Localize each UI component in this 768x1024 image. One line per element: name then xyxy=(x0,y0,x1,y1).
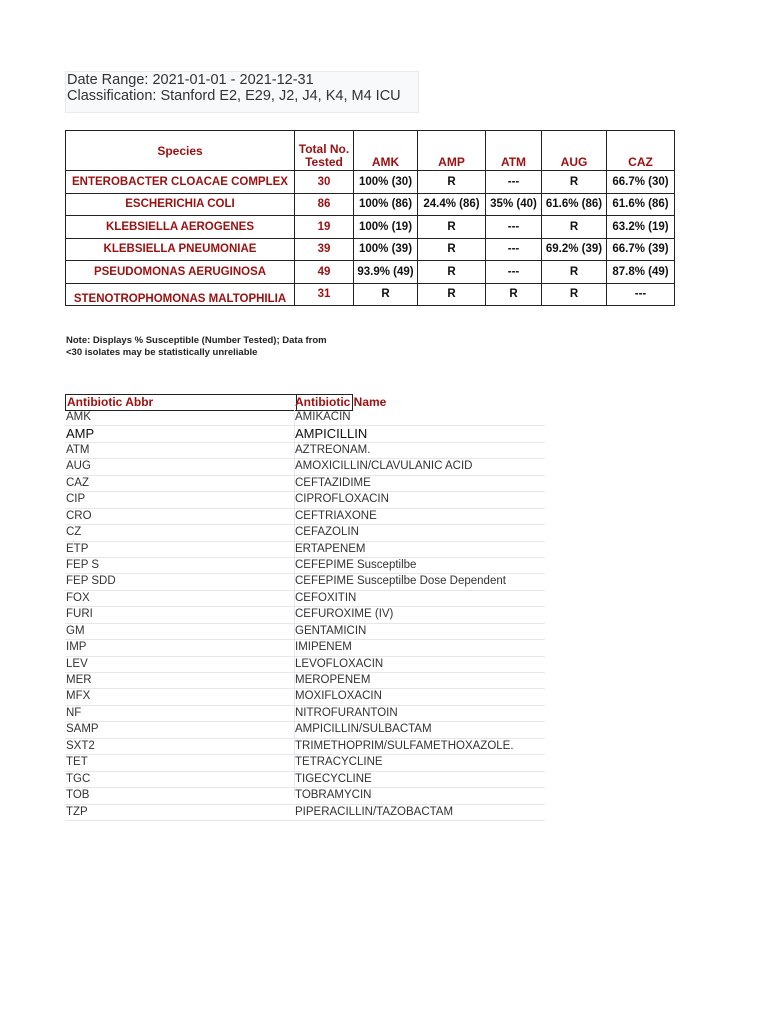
amk-cell: R xyxy=(354,283,418,306)
col-header-species: Species xyxy=(66,131,295,171)
amk-cell: 100% (86) xyxy=(354,193,418,216)
legend-abbr: IMP xyxy=(66,641,87,654)
list-item xyxy=(65,772,545,788)
legend-name: CEFTRIAXONE xyxy=(295,509,377,522)
legend-abbr: TZP xyxy=(66,805,88,818)
legend-abbr: FEP S xyxy=(66,558,100,571)
amp-cell: R xyxy=(418,216,486,239)
species-cell: ENTEROBACTER CLOACAE COMPLEX xyxy=(66,171,295,194)
legend-header-abbr: Antibiotic Abbr xyxy=(65,394,297,411)
total-cell: 30 xyxy=(295,171,354,194)
legend-header xyxy=(65,394,685,410)
list-item xyxy=(65,410,545,426)
list-item xyxy=(65,673,545,689)
legend-abbr: CRO xyxy=(66,509,92,522)
legend-abbr: TOB xyxy=(66,789,90,802)
list-item xyxy=(65,607,545,623)
legend-abbr: TET xyxy=(66,756,88,769)
susceptibility-table xyxy=(65,130,675,306)
legend-name: IMIPENEM xyxy=(295,641,352,654)
aug-cell: 69.2% (39) xyxy=(542,238,607,261)
legend-abbr: SAMP xyxy=(66,723,99,736)
list-item xyxy=(65,542,545,558)
list-item xyxy=(65,574,545,590)
legend-name: AZTREONAM. xyxy=(295,443,371,456)
legend-abbr: FOX xyxy=(66,591,90,604)
species-cell: KLEBSIELLA AEROGENES xyxy=(66,216,295,239)
list-item xyxy=(65,706,545,722)
legend-name: CEFOXITIN xyxy=(295,591,357,604)
total-cell: 49 xyxy=(295,261,354,284)
total-cell: 19 xyxy=(295,216,354,239)
col-header-total-line1: Total No. xyxy=(298,142,350,156)
list-item xyxy=(65,459,545,475)
legend-abbr: MFX xyxy=(66,690,91,703)
report-header xyxy=(65,71,419,113)
amp-cell: R xyxy=(418,261,486,284)
aug-cell: R xyxy=(542,216,607,239)
caz-cell: 66.7% (39) xyxy=(607,238,675,261)
legend-abbr: AMP xyxy=(66,426,95,442)
species-cell: KLEBSIELLA PNEUMONIAE xyxy=(66,238,295,261)
legend-name: AMIKACIN xyxy=(295,411,351,423)
note xyxy=(66,335,386,358)
table-row xyxy=(66,171,675,194)
amk-cell: 100% (19) xyxy=(354,216,418,239)
amp-cell: R xyxy=(418,171,486,194)
legend-column-divider xyxy=(294,410,295,797)
caz-cell: 87.8% (49) xyxy=(607,261,675,284)
table-header-row xyxy=(66,131,675,171)
caz-cell: 66.7% (30) xyxy=(607,171,675,194)
legend-name: MEROPENEM xyxy=(295,674,371,686)
legend-name: CEFAZOLIN xyxy=(295,526,359,539)
legend-name: CEFEPIME Susceptilbe xyxy=(295,558,417,571)
legend-name: NITROFURANTOIN xyxy=(295,706,398,719)
legend-name: CEFTAZIDIME xyxy=(295,476,371,489)
list-item xyxy=(65,443,545,459)
legend-name: TRIMETHOPRIM/SULFAMETHOXAZOLE. xyxy=(295,739,514,752)
total-cell: 31 xyxy=(295,283,354,306)
caz-cell: 61.6% (86) xyxy=(607,193,675,216)
atm-cell: --- xyxy=(486,261,542,284)
legend-name: CEFUROXIME (IV) xyxy=(295,608,394,621)
note-line1: Note: Displays % Susceptible (Number Tested); Data from xyxy=(66,335,327,346)
aug-cell: R xyxy=(542,171,607,194)
list-item xyxy=(65,739,545,755)
amk-cell: 93.9% (49) xyxy=(354,261,418,284)
list-item xyxy=(65,426,545,442)
legend-name: GENTAMICIN xyxy=(295,624,367,637)
col-header-atm: ATM xyxy=(486,131,542,171)
list-item xyxy=(65,755,545,771)
legend-name: AMPICILLIN xyxy=(295,426,368,442)
col-header-caz: CAZ xyxy=(607,131,675,171)
legend-header-name: Antibiotic Name xyxy=(295,395,387,409)
list-item xyxy=(65,805,545,821)
legend-name: LEVOFLOXACIN xyxy=(295,657,384,670)
aug-cell: 61.6% (86) xyxy=(542,193,607,216)
amk-cell: 100% (30) xyxy=(354,171,418,194)
date-range: Date Range: 2021-01-01 - 2021-12-31 xyxy=(67,72,314,88)
col-header-aug: AUG xyxy=(542,131,607,171)
amp-cell: R xyxy=(418,238,486,261)
list-item xyxy=(65,657,545,673)
legend-abbr: FEP SDD xyxy=(66,575,116,588)
caz-cell: 63.2% (19) xyxy=(607,216,675,239)
atm-cell: --- xyxy=(486,216,542,239)
col-header-total-line2: Tested xyxy=(305,155,343,169)
legend-name: ERTAPENEM xyxy=(295,542,366,555)
legend-abbr: CZ xyxy=(66,526,82,539)
species-cell: STENOTROPHOMONAS MALTOPHILIA xyxy=(66,283,295,306)
species-cell: PSEUDOMONAS AERUGINOSA xyxy=(66,261,295,284)
table-row xyxy=(66,283,675,306)
legend-abbr: MER xyxy=(66,674,92,686)
legend-abbr: ETP xyxy=(66,542,89,555)
classification: Classification: Stanford E2, E29, J2, J4, K4, M4 ICU xyxy=(67,88,401,104)
legend-abbr: LEV xyxy=(66,657,88,670)
legend-abbr: CAZ xyxy=(66,476,89,489)
legend-name: TIGECYCLINE xyxy=(295,772,372,785)
caz-cell: --- xyxy=(607,283,675,306)
list-item xyxy=(65,492,545,508)
list-item xyxy=(65,558,545,574)
col-header-amp: AMP xyxy=(418,131,486,171)
table-row xyxy=(66,193,675,216)
list-item xyxy=(65,525,545,541)
aug-cell: R xyxy=(542,283,607,306)
list-item xyxy=(65,624,545,640)
col-header-total xyxy=(295,131,354,171)
total-cell: 86 xyxy=(295,193,354,216)
note-line2: <30 isolates may be statistically unreliable xyxy=(66,346,258,358)
atm-cell: --- xyxy=(486,238,542,261)
amk-cell: 100% (39) xyxy=(354,238,418,261)
legend-name: AMOXICILLIN/CLAVULANIC ACID xyxy=(295,460,473,473)
legend-abbr: TGC xyxy=(66,772,91,785)
aug-cell: R xyxy=(542,261,607,284)
list-item xyxy=(65,722,545,738)
list-item xyxy=(65,788,545,804)
table-row xyxy=(66,216,675,239)
table-row xyxy=(66,238,675,261)
legend-name: MOXIFLOXACIN xyxy=(295,690,382,703)
legend-name: TOBRAMYCIN xyxy=(295,789,372,802)
legend-abbr: AUG xyxy=(66,460,91,473)
legend-name: CEFEPIME Susceptilbe Dose Dependent xyxy=(295,575,506,588)
col-header-amk: AMK xyxy=(354,131,418,171)
list-item xyxy=(65,591,545,607)
species-cell: ESCHERICHIA COLI xyxy=(66,193,295,216)
table-row xyxy=(66,261,675,284)
legend-abbr: SXT2 xyxy=(66,739,95,752)
total-cell: 39 xyxy=(295,238,354,261)
legend-abbr: ATM xyxy=(66,443,90,456)
legend-abbr: NF xyxy=(66,706,82,719)
atm-cell: 35% (40) xyxy=(486,193,542,216)
legend-abbr: GM xyxy=(66,624,85,637)
legend-name: TETRACYCLINE xyxy=(295,756,383,769)
list-item xyxy=(65,476,545,492)
antibiotic-legend xyxy=(65,410,545,821)
legend-name: AMPICILLIN/SULBACTAM xyxy=(295,723,432,736)
legend-abbr: AMK xyxy=(66,411,91,423)
legend-abbr: FURI xyxy=(66,608,93,621)
legend-abbr: CIP xyxy=(66,493,86,506)
list-item xyxy=(65,509,545,525)
list-item xyxy=(65,640,545,656)
amp-cell: 24.4% (86) xyxy=(418,193,486,216)
atm-cell: R xyxy=(486,283,542,306)
legend-name: PIPERACILLIN/TAZOBACTAM xyxy=(295,805,454,818)
list-item xyxy=(65,689,545,705)
legend-name: CIPROFLOXACIN xyxy=(295,493,389,506)
amp-cell: R xyxy=(418,283,486,306)
atm-cell: --- xyxy=(486,171,542,194)
